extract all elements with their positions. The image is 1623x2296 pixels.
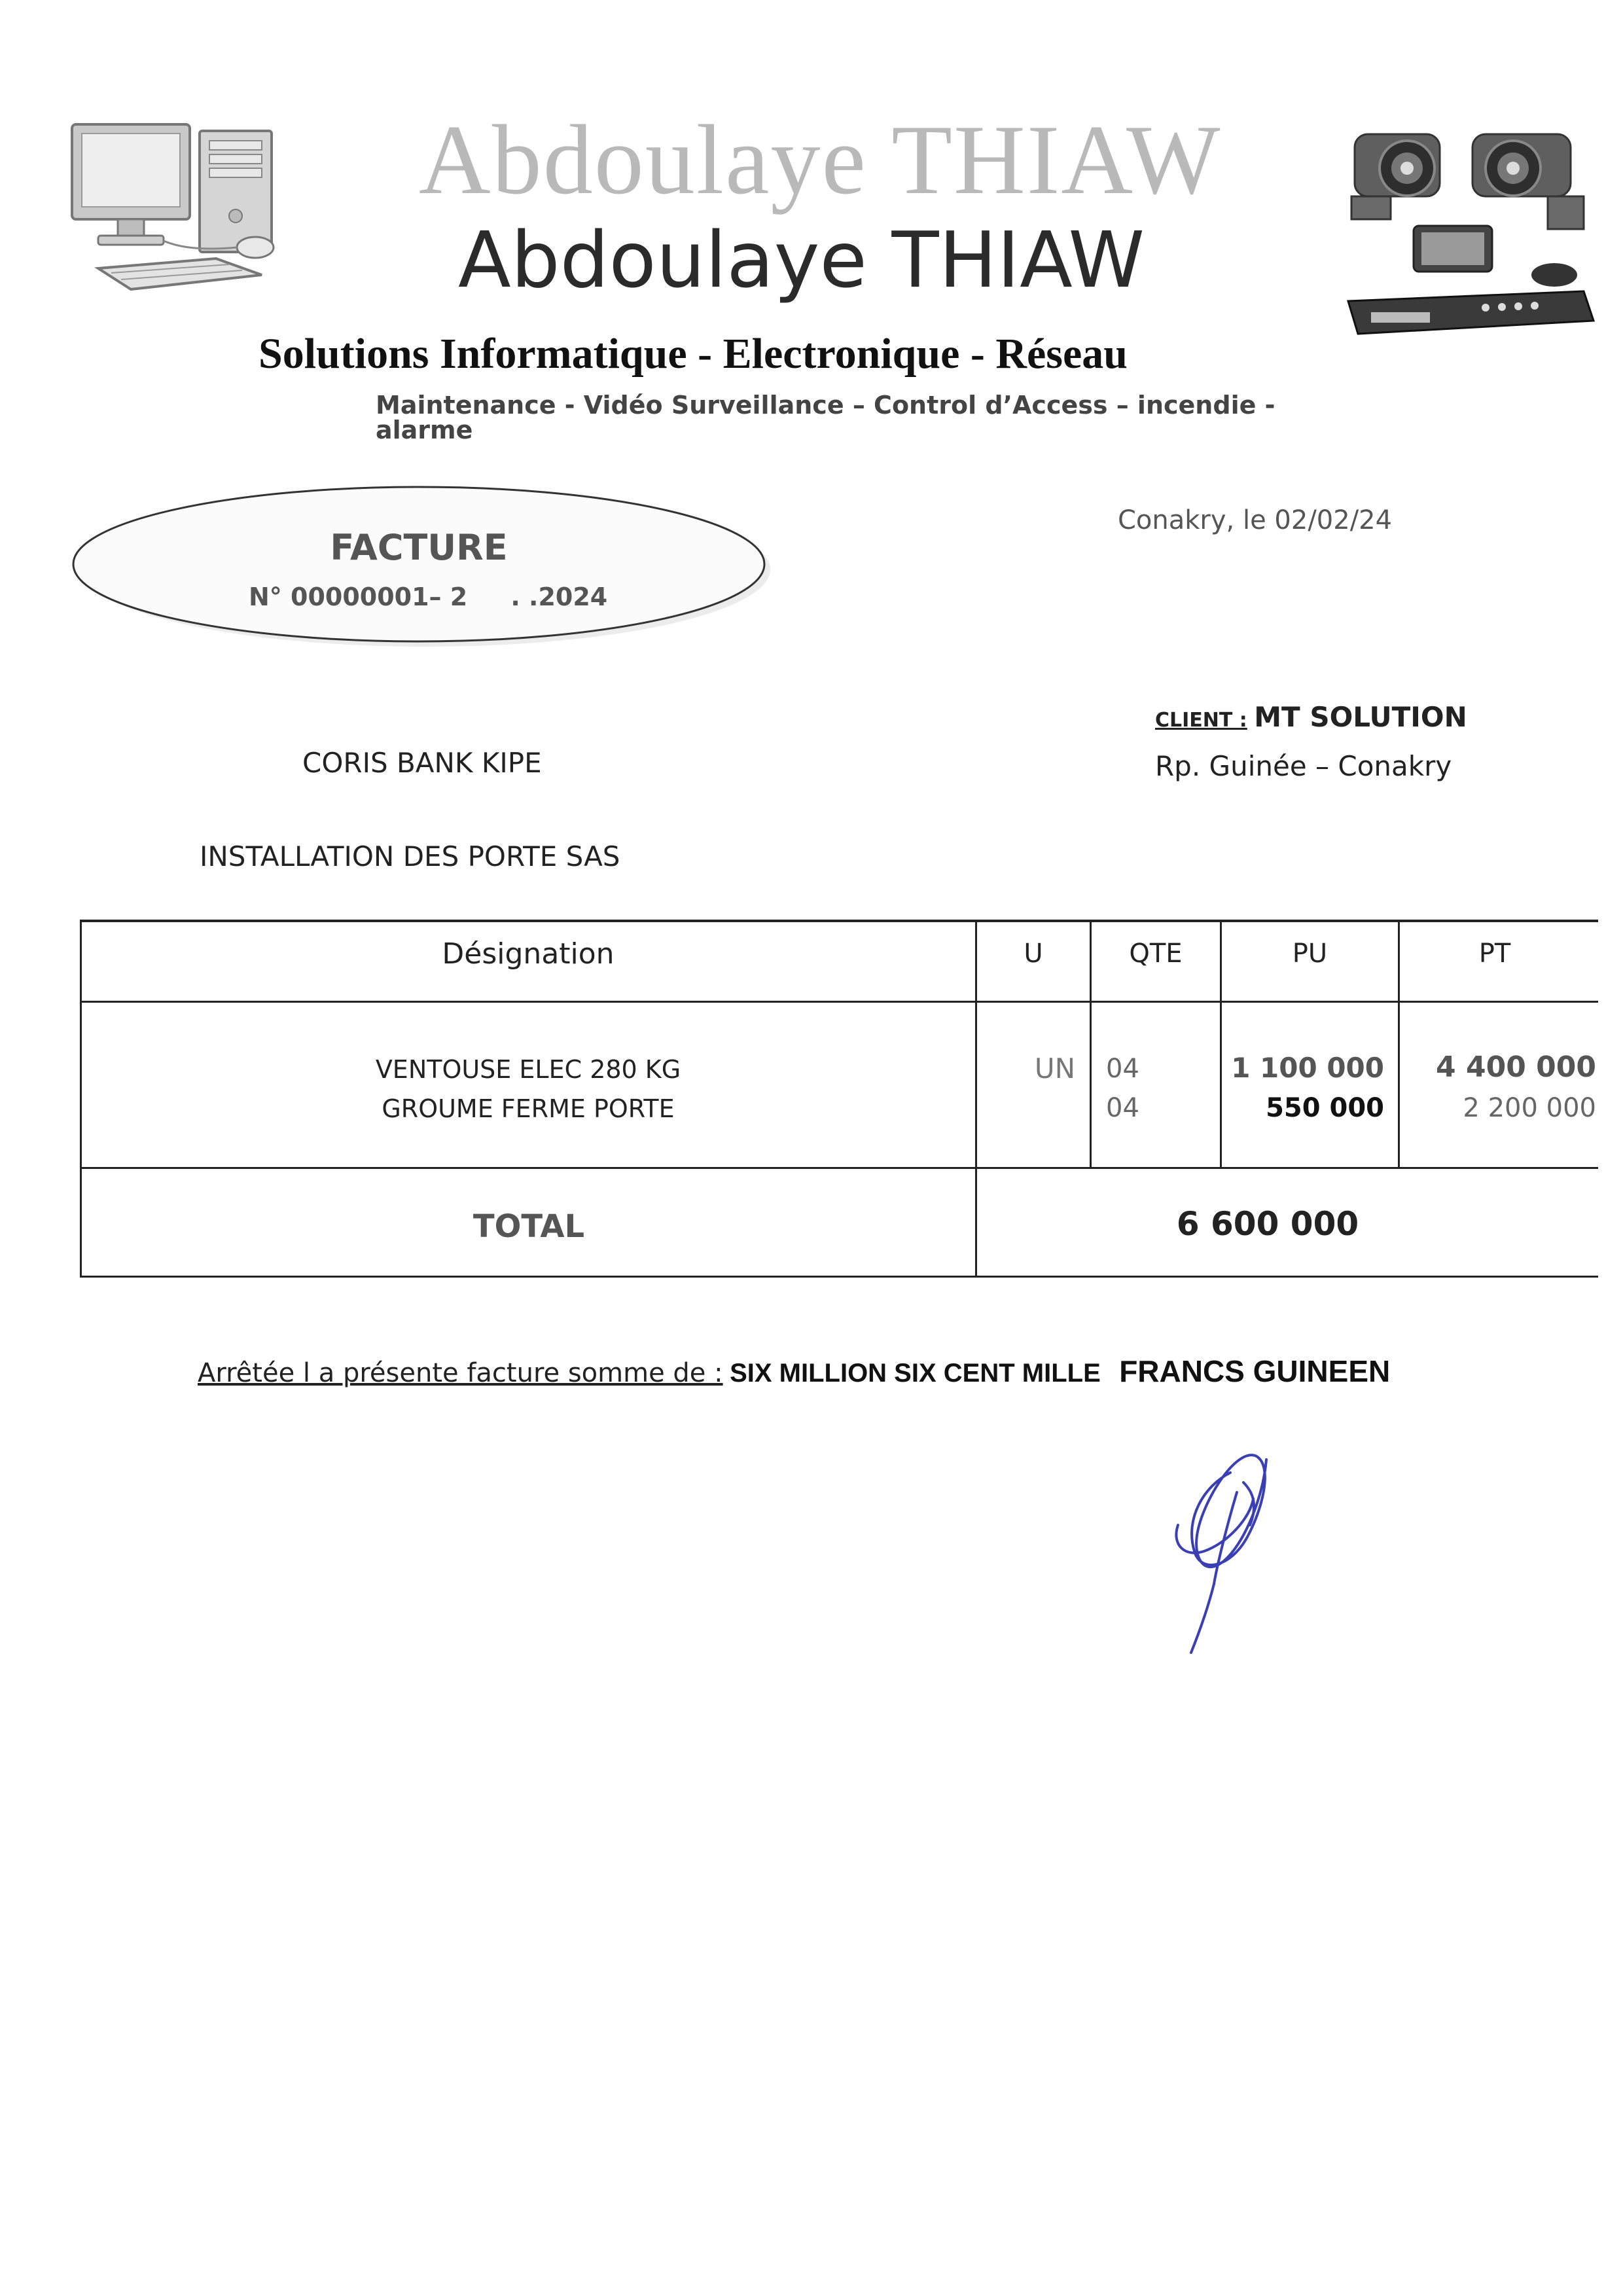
row-designation: VENTOUSE ELEC 280 KG [375, 1055, 681, 1084]
invoice-date: Conakry, le 02/02/24 [1118, 505, 1393, 535]
table-border [80, 1001, 1598, 1003]
row-unit-price: 550 000 [1266, 1093, 1384, 1123]
table-border [80, 1167, 1598, 1169]
invoice-title: FACTURE [330, 527, 508, 568]
table-border [80, 1276, 1598, 1278]
brand-title: Abdoulaye THIAW [458, 215, 1145, 305]
site-name: CORIS BANK KIPE [302, 747, 542, 779]
invoice-number: N° 00000001– 2 . .2024 [249, 583, 608, 611]
row-unit: UN [1034, 1052, 1075, 1085]
company-services: Maintenance - Vidéo Surveillance – Control d’Access – incendie -alarme [376, 391, 1275, 444]
invoice-object: INSTALLATION DES PORTE SAS [200, 840, 620, 872]
column-header-qty: QTE [1129, 939, 1183, 969]
brand-ghost-title: Abdoulaye THIAW [419, 105, 1222, 215]
amount-currency: FRANCS GUINEEN [1119, 1354, 1391, 1388]
total-value: 6 600 000 [1176, 1205, 1359, 1243]
signature [1139, 1427, 1309, 1666]
row-designation: GROUME FERME PORTE [382, 1094, 675, 1123]
amount-words: SIX MILLION SIX CENT MILLE [730, 1359, 1101, 1388]
row-total-price: 4 400 000 [1436, 1050, 1596, 1084]
amount-in-words-line [198, 1356, 1390, 1386]
column-header-total-price: PT [1478, 939, 1511, 969]
client-label: CLIENT : [1155, 709, 1247, 732]
column-header-designation: Désignation [442, 937, 615, 971]
row-qty: 04 [1106, 1054, 1139, 1084]
company-tagline: Solutions Informatique - Electronique - Réseau [259, 330, 1128, 378]
column-header-unit: U [1024, 939, 1043, 969]
total-label: TOTAL [473, 1208, 585, 1245]
table-border [80, 920, 1598, 922]
desktop-computer-icon [59, 118, 321, 311]
client-name: MT SOLUTION [1254, 701, 1467, 733]
client-address: Rp. Guinée – Conakry [1155, 750, 1452, 782]
cctv-cameras-and-dvr-icon [1342, 121, 1603, 373]
column-header-unit-price: PU [1292, 939, 1328, 969]
row-total-price: 2 200 000 [1463, 1093, 1596, 1123]
row-unit-price: 1 100 000 [1231, 1052, 1384, 1084]
amount-prefix: Arrêtée l a présente facture somme de : [198, 1358, 723, 1388]
invoice-title-ellipse [65, 471, 785, 671]
row-qty: 04 [1106, 1093, 1139, 1123]
client-line [1155, 701, 1467, 733]
